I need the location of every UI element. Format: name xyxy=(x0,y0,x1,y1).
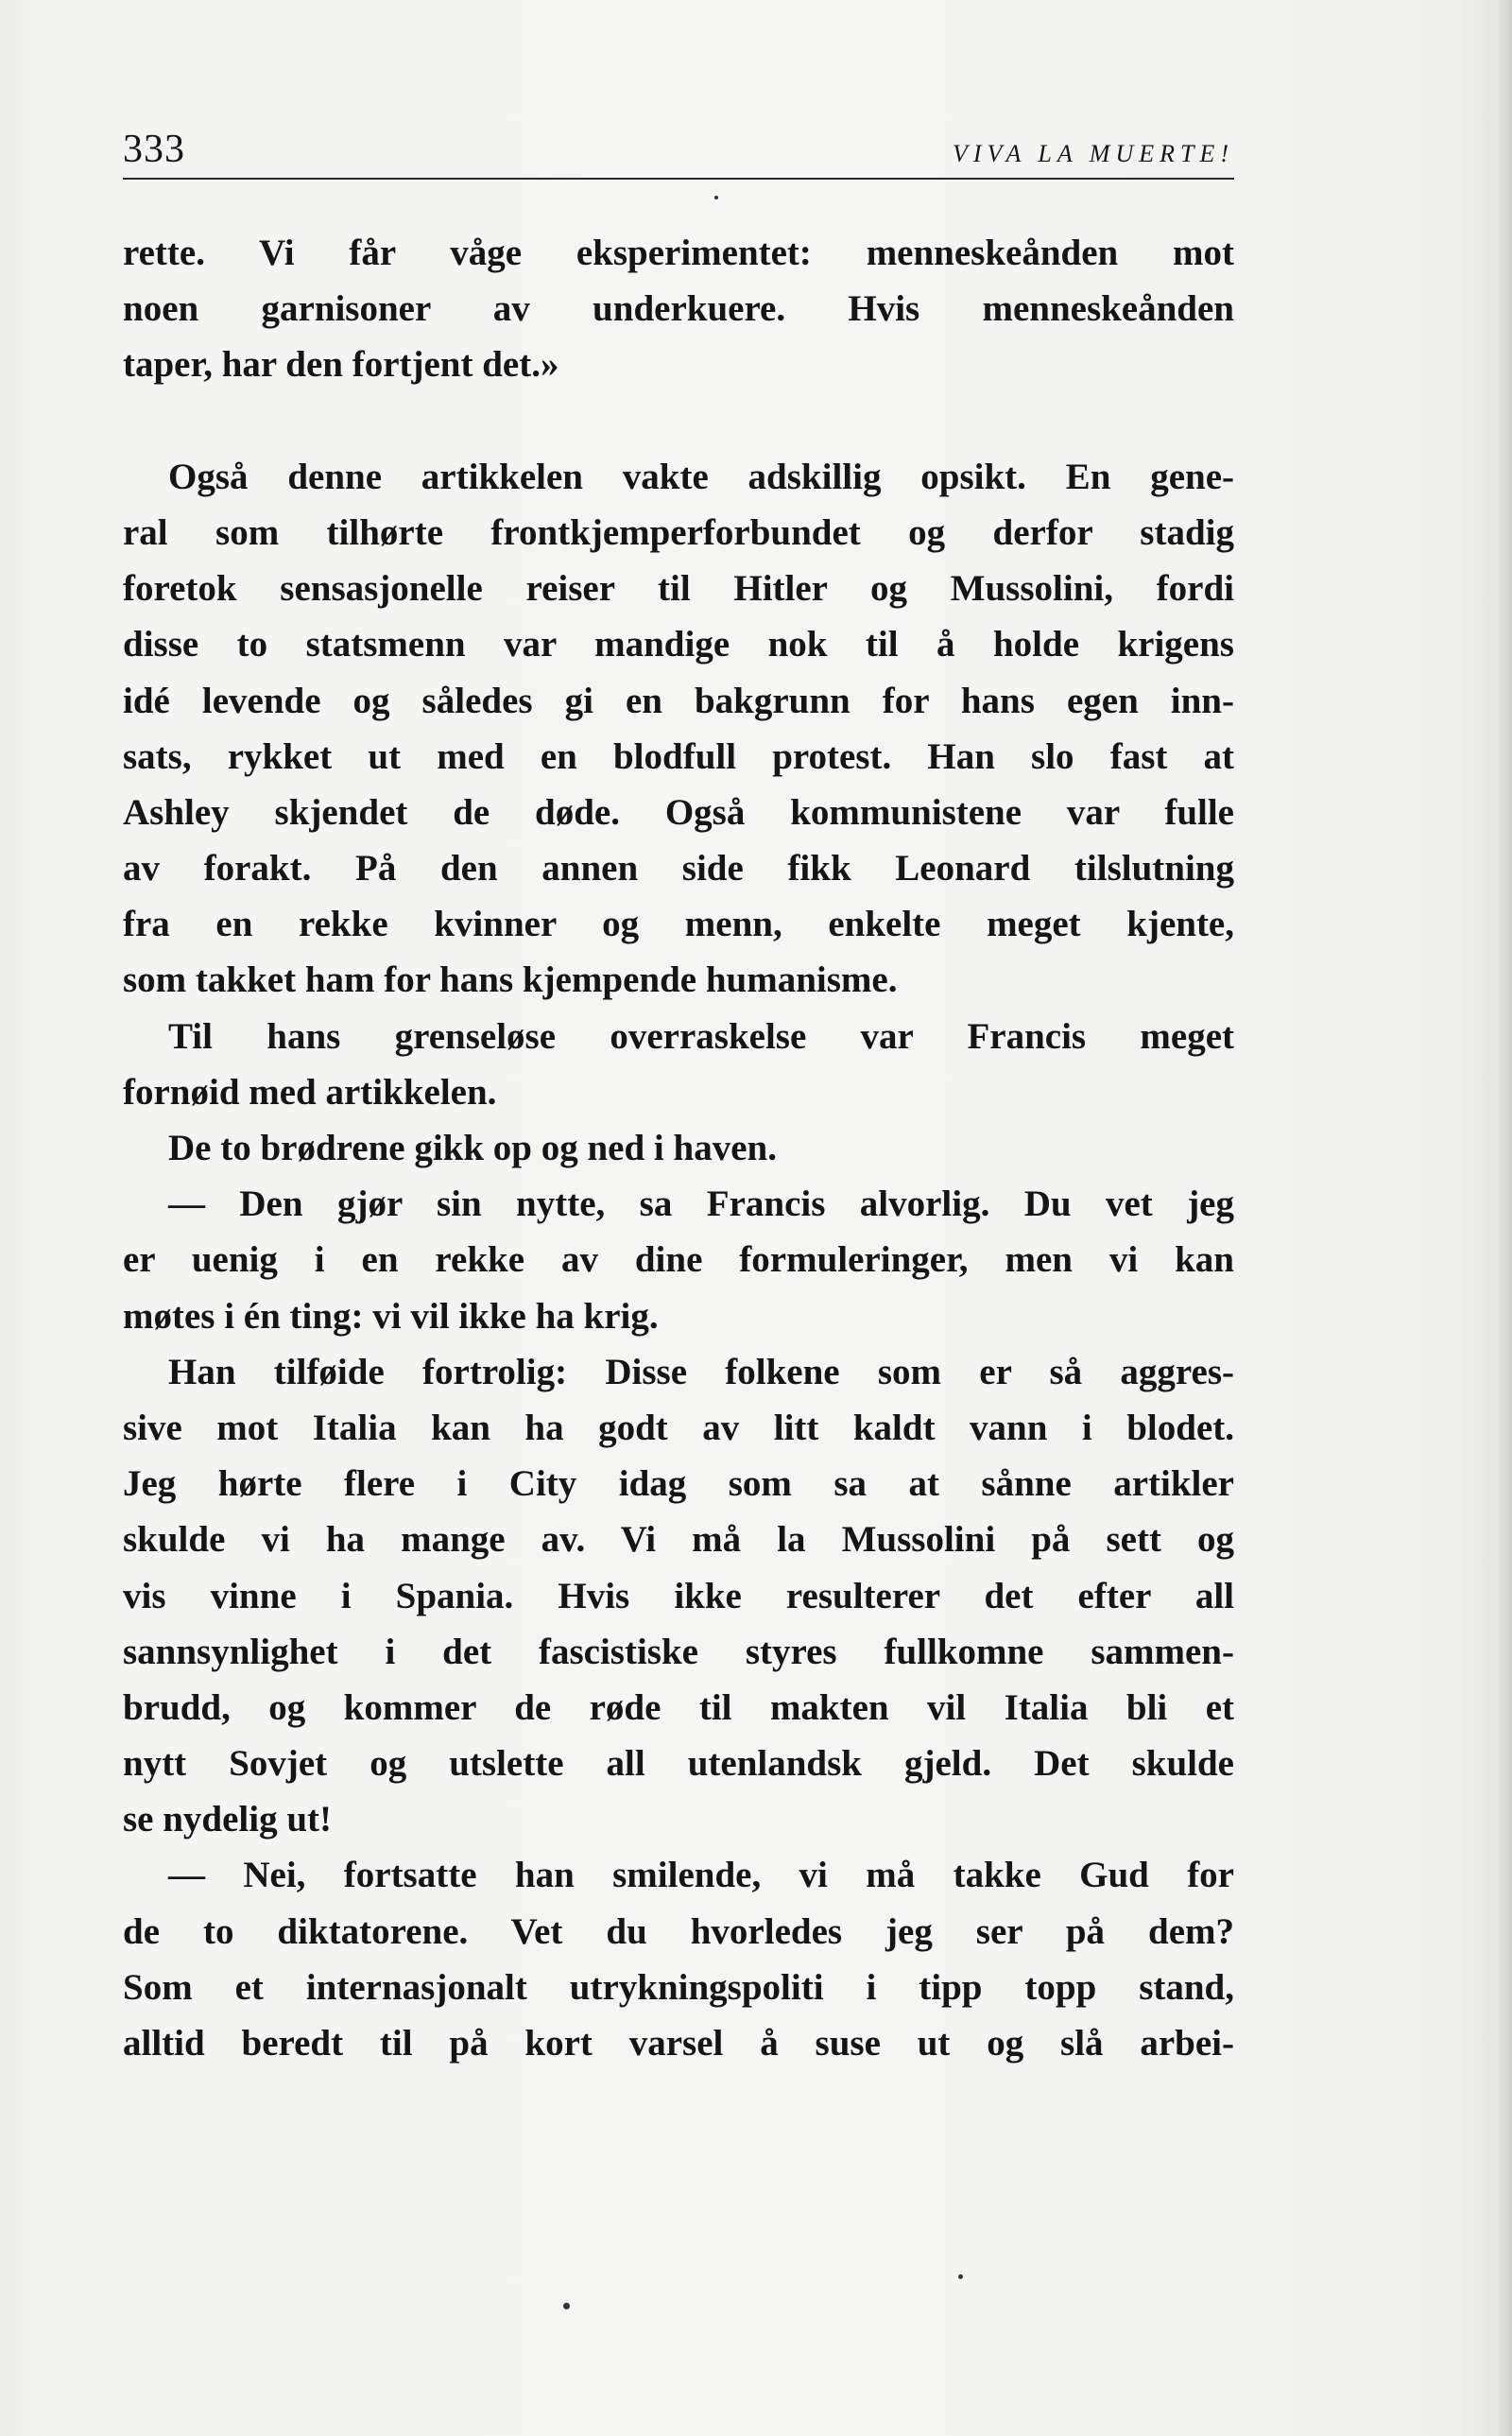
print-speck xyxy=(958,2274,963,2279)
text-line: fra en rekke kvinner og menn, enkelte meget kjente, xyxy=(123,904,1234,945)
text-line: sats, rykket ut med en blodfull protest. Han slo fast at xyxy=(123,735,1234,777)
text-line: Han tilføide fortrolig: Disse folkene som er så aggres- xyxy=(168,1351,1234,1392)
text-line: idé levende og således gi en bakgrunn for hans egen inn- xyxy=(123,680,1234,721)
text-line: er uenig i en rekke av dine formuleringer, men vi kan xyxy=(123,1239,1234,1281)
text-line: foretok sensasjonelle reiser til Hitler og Mussolini, fordi xyxy=(123,568,1234,610)
page-edge xyxy=(1499,0,1512,2436)
text-line: noen garnisoner av underkuere. Hvis menneskeånden xyxy=(123,288,1234,330)
running-title: VIVA LA MUERTE! xyxy=(953,140,1234,167)
text-line: Jeg hørte flere i City idag som sa at sånne artikler xyxy=(123,1463,1234,1505)
text-line: alltid beredt til på kort varsel å suse ut og slå arbei- xyxy=(123,2023,1234,2064)
text-line: taper, har den fortjent det.» xyxy=(123,344,559,386)
page-number: 333 xyxy=(123,128,185,171)
text-line: nytt Sovjet og utslette all utenlandsk gjeld. Det skulde xyxy=(123,1743,1234,1785)
text-line: Også denne artikkelen vakte adskillig opsikt. En gene- xyxy=(168,456,1234,497)
body-text xyxy=(123,225,1234,2071)
text-line: se nydelig ut! xyxy=(123,1799,333,1840)
text-line: ral som tilhørte frontkjemperforbundet og derfor stadig xyxy=(123,511,1234,553)
text-line: sannsynlighet i det fascistiske styres fullkomne sammen- xyxy=(123,1631,1234,1672)
text-line: som takket ham for hans kjempende humanisme. xyxy=(123,959,898,1001)
text-line: Til hans grenseløse overraskelse var Francis meget xyxy=(168,1015,1234,1057)
text-line: — Den gjør sin nytte, sa Francis alvorlig. Du vet jeg xyxy=(168,1183,1234,1225)
text-line: Ashley skjendet de døde. Også kommunistene var fulle xyxy=(123,791,1234,833)
text-line: disse to statsmenn var mandige nok til å holde krigens xyxy=(123,624,1234,665)
text-line: De to brødrene gikk op og ned i haven. xyxy=(168,1128,777,1168)
page-header xyxy=(123,121,1234,180)
paragraph-break xyxy=(123,393,1234,449)
print-speck xyxy=(563,2303,570,2309)
text-line: fornøid med artikkelen. xyxy=(123,1071,497,1113)
text-line: møtes i én ting: vi vil ikke ha krig. xyxy=(123,1295,659,1337)
text-line: skulde vi ha mange av. Vi må la Mussolini på sett og xyxy=(123,1519,1234,1561)
text-line: sive mot Italia kan ha godt av litt kaldt vann i blodet. xyxy=(123,1407,1234,1448)
text-line: av forakt. På den annen side fikk Leonard tilslutning xyxy=(123,848,1234,890)
print-speck xyxy=(714,196,718,199)
text-line: brudd, og kommer de røde til makten vil Italia bli et xyxy=(123,1686,1234,1728)
text-line: Som et internasjonalt utrykningspoliti i tipp topp stand, xyxy=(123,1966,1234,2008)
text-line: — Nei, fortsatte han smilende, vi må takke Gud for xyxy=(168,1855,1234,1896)
text-line: de to diktatorene. Vet du hvorledes jeg ser på dem? xyxy=(123,1910,1234,1952)
text-line: rette. Vi får våge eksperimentet: menneskeånden mot xyxy=(123,233,1234,273)
text-line: vis vinne i Spania. Hvis ikke resulterer det efter all xyxy=(123,1575,1234,1616)
